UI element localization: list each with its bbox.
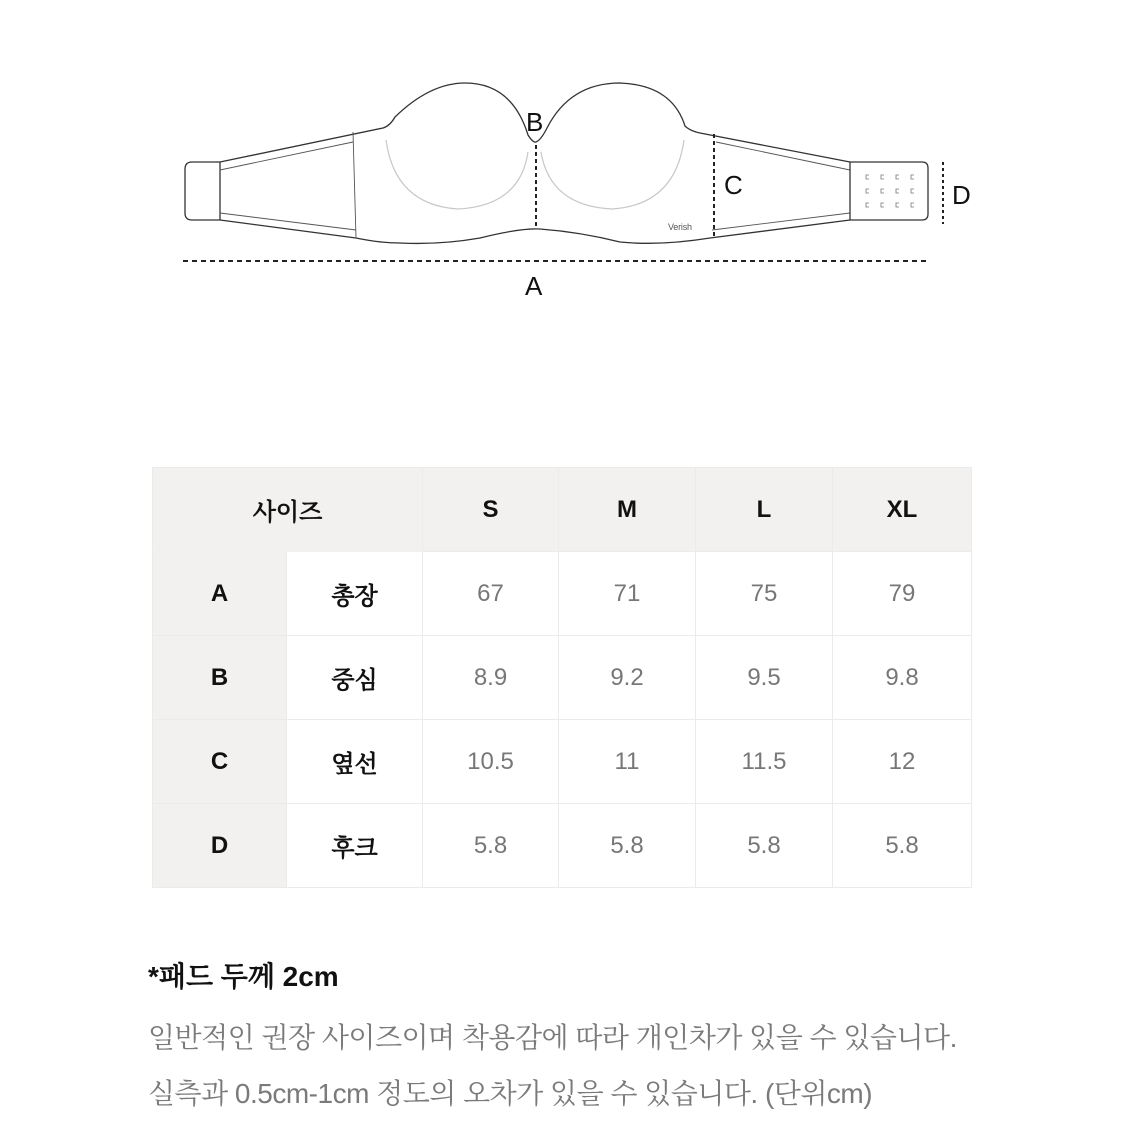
brand-logo-text: Verish <box>668 222 692 232</box>
cell-value: 11 <box>559 720 696 804</box>
row-name: 옆선 <box>287 720 423 804</box>
row-key: A <box>153 552 287 636</box>
row-key: B <box>153 636 287 720</box>
table-row <box>153 720 972 804</box>
header-size-label: 사이즈 <box>153 468 423 552</box>
cell-value: 8.9 <box>423 636 559 720</box>
cell-value: 5.8 <box>423 804 559 888</box>
bra-outline-illustration <box>0 0 1125 320</box>
cell-value: 9.2 <box>559 636 696 720</box>
row-key: C <box>153 720 287 804</box>
cell-value: 11.5 <box>696 720 833 804</box>
cell-value: 79 <box>833 552 972 636</box>
header-size-m: M <box>559 468 696 552</box>
row-name: 중심 <box>287 636 423 720</box>
table-row <box>153 552 972 636</box>
cell-value: 75 <box>696 552 833 636</box>
cell-value: 5.8 <box>833 804 972 888</box>
table-header-row <box>153 468 972 552</box>
cell-value: 9.5 <box>696 636 833 720</box>
row-name: 후크 <box>287 804 423 888</box>
cell-value: 12 <box>833 720 972 804</box>
header-size-s: S <box>423 468 559 552</box>
size-disclaimer-line-1: 일반적인 권장 사이즈이며 착용감에 따라 개인차가 있을 수 있습니다. <box>148 1022 957 1053</box>
row-name: 총장 <box>287 552 423 636</box>
header-size-xl: XL <box>833 468 972 552</box>
cell-value: 67 <box>423 552 559 636</box>
cell-value: 9.8 <box>833 636 972 720</box>
header-size-l: L <box>696 468 833 552</box>
cell-value: 71 <box>559 552 696 636</box>
row-key: D <box>153 804 287 888</box>
table-row <box>153 636 972 720</box>
table-row <box>153 804 972 888</box>
size-chart-table <box>152 467 972 888</box>
cell-value: 5.8 <box>696 804 833 888</box>
pad-thickness-note: *패드 두께 2cm <box>148 961 339 992</box>
bra-measurement-diagram <box>0 0 1125 320</box>
label-c: C <box>724 170 743 200</box>
label-b: B <box>526 107 544 137</box>
cell-value: 10.5 <box>423 720 559 804</box>
label-d: D <box>952 180 971 210</box>
size-disclaimer-line-2: 실측과 0.5cm-1cm 정도의 오차가 있을 수 있습니다. (단위cm) <box>148 1078 873 1109</box>
cell-value: 5.8 <box>559 804 696 888</box>
label-a: A <box>525 271 543 301</box>
